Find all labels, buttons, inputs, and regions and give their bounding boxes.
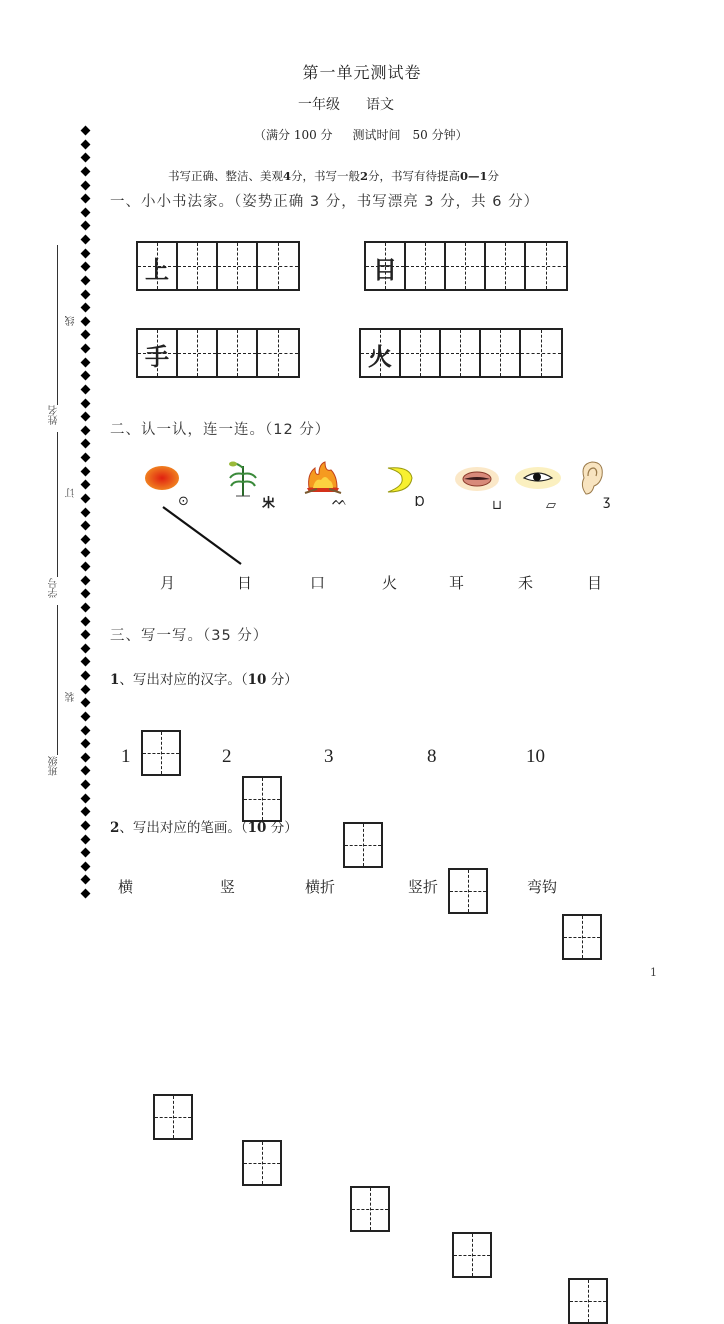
diamond-icon <box>80 820 90 830</box>
grid-cell[interactable] <box>521 330 561 376</box>
student-id-line <box>57 432 58 577</box>
diamond-icon <box>80 330 90 340</box>
stroke-label: 弯钩 <box>527 878 558 896</box>
grid-cell[interactable] <box>401 330 441 376</box>
section3-heading: 三、写一写。（35 分） <box>110 628 269 644</box>
diamond-icon <box>80 657 90 667</box>
oracle-glyph-fire: ᨓ <box>332 494 348 509</box>
model-char: 上 <box>145 255 169 284</box>
diamond-icon <box>80 507 90 517</box>
number-label: 10 <box>526 746 545 767</box>
diamond-icon <box>80 384 90 394</box>
diamond-icon <box>80 752 90 762</box>
section1-heading: 一、小小书法家。（姿势正确 3 分，书写漂亮 3 分，共 6 分） <box>110 194 540 210</box>
answer-box[interactable] <box>350 1186 390 1232</box>
q1-heading <box>110 668 298 688</box>
oracle-glyph-moon: Ɒ <box>415 495 426 510</box>
diamond-icon <box>80 398 90 408</box>
note-text: 分，书写一般 <box>291 169 361 183</box>
diamond-icon <box>80 371 90 381</box>
oracle-glyph-eye: ▱ <box>546 498 556 513</box>
diamond-icon <box>80 439 90 449</box>
fire-icon <box>303 460 343 494</box>
mouth-icon <box>454 466 500 492</box>
q2-tail: 分） <box>266 820 298 836</box>
diamond-icon <box>80 534 90 544</box>
handwriting-note <box>168 168 499 184</box>
diamond-icon <box>80 480 90 490</box>
diamond-icon <box>80 807 90 817</box>
diamond-icon <box>80 848 90 858</box>
writing-strip-shou[interactable] <box>136 328 300 378</box>
writing-strip-huo[interactable] <box>359 328 563 378</box>
diamond-icon <box>80 725 90 735</box>
class-label: 班级 <box>49 756 60 776</box>
diamond-icon <box>80 616 90 626</box>
answer-yue[interactable]: 月 <box>160 574 176 592</box>
oracle-glyph-mouth: ⊔ <box>492 498 503 513</box>
grid-cell[interactable] <box>361 330 401 376</box>
diamond-icon <box>80 780 90 790</box>
grade-subject <box>298 94 420 114</box>
diamond-icon <box>80 602 90 612</box>
diamond-icon <box>80 493 90 503</box>
test-time: 测试时间 50 分钟） <box>352 128 468 142</box>
diamond-icon <box>80 357 90 367</box>
oracle-glyph-sun: ⊙ <box>178 494 189 509</box>
diamond-icon <box>80 166 90 176</box>
grid-cell[interactable] <box>526 243 566 289</box>
binding-diamond-column <box>78 127 92 897</box>
answer-box[interactable] <box>568 1278 608 1324</box>
diamond-icon <box>80 671 90 681</box>
stroke-label: 竖折 <box>408 878 439 896</box>
grid-cell[interactable] <box>486 243 526 289</box>
stroke-label: 竖 <box>220 878 236 896</box>
answer-box[interactable] <box>452 1232 492 1278</box>
diamond-icon <box>80 793 90 803</box>
q2-number: 2 <box>110 820 120 836</box>
page-number: 1 <box>650 966 657 979</box>
diamond-icon <box>80 248 90 258</box>
q1-number: 1 <box>110 672 120 688</box>
diamond-icon <box>80 126 90 136</box>
diamond-icon <box>80 589 90 599</box>
grid-cell[interactable] <box>446 243 486 289</box>
number-label: 3 <box>324 746 334 767</box>
grain-plant-icon <box>226 460 260 498</box>
note-score: 0—1 <box>460 169 488 183</box>
writing-strip-mu[interactable] <box>364 241 568 291</box>
diamond-icon <box>80 834 90 844</box>
grid-cell[interactable] <box>366 243 406 289</box>
diamond-icon <box>80 262 90 272</box>
diamond-icon <box>80 889 90 899</box>
student-id-label[interactable]: 学号 <box>49 578 60 598</box>
grid-cell[interactable] <box>481 330 521 376</box>
grid-cell[interactable] <box>178 243 218 289</box>
q1-text: 、写出对应的汉字。（ <box>119 672 248 688</box>
class-line <box>57 605 58 755</box>
grid-cell[interactable] <box>218 243 258 289</box>
writing-strip-shang[interactable] <box>136 241 300 291</box>
full-score: （满分 100 分 <box>254 128 333 142</box>
diamond-icon <box>80 575 90 585</box>
answer-box[interactable] <box>242 1140 282 1186</box>
grid-cell[interactable] <box>178 330 218 376</box>
moon-icon <box>384 464 414 494</box>
binding-char-line: 线 <box>66 316 77 326</box>
grid-cell[interactable] <box>138 243 178 289</box>
oracle-glyph-grain: 𣎵 <box>262 496 276 511</box>
diamond-icon <box>80 562 90 572</box>
diamond-icon <box>80 316 90 326</box>
section2-heading: 二、认一认，连一连。（12 分） <box>110 422 331 438</box>
answer-box[interactable] <box>448 868 488 914</box>
ear-icon <box>578 460 604 496</box>
subject-label: 语文 <box>366 97 394 113</box>
note-text: 分，书写有待提高 <box>368 169 461 183</box>
grid-cell[interactable] <box>441 330 481 376</box>
diamond-icon <box>80 643 90 653</box>
diamond-icon <box>80 684 90 694</box>
grid-cell[interactable] <box>218 330 258 376</box>
number-label: 2 <box>222 746 232 767</box>
page-title: 第一单元测试卷 <box>302 63 422 82</box>
sun-icon <box>143 464 181 492</box>
diamond-icon <box>80 466 90 476</box>
diamond-icon <box>80 235 90 245</box>
oracle-glyph-ear: ʒ <box>603 494 611 509</box>
note-text: 书写正确、整洁、美观 <box>168 169 283 183</box>
answer-er[interactable]: 耳 <box>449 574 465 592</box>
answer-huo[interactable]: 火 <box>382 574 398 592</box>
diamond-icon <box>80 766 90 776</box>
q1-tail: 分） <box>266 672 298 688</box>
diamond-icon <box>80 425 90 435</box>
diamond-icon <box>80 139 90 149</box>
grid-cell[interactable] <box>138 330 178 376</box>
name-line <box>57 245 58 405</box>
grid-cell[interactable] <box>258 243 298 289</box>
note-score: 4 <box>283 169 292 183</box>
diamond-icon <box>80 861 90 871</box>
diamond-icon <box>80 303 90 313</box>
number-label: 1 <box>121 746 131 767</box>
diamond-icon <box>80 711 90 721</box>
model-char: 火 <box>368 342 392 371</box>
answer-box[interactable] <box>562 914 602 960</box>
note-score: 2 <box>360 169 369 183</box>
answer-box[interactable] <box>343 822 383 868</box>
note-text: 分 <box>487 169 500 183</box>
diamond-icon <box>80 412 90 422</box>
diamond-icon <box>80 207 90 217</box>
diamond-icon <box>80 875 90 885</box>
diamond-icon <box>80 698 90 708</box>
grade-label: 一年级 <box>298 97 340 113</box>
number-label: 8 <box>427 746 437 767</box>
exam-meta <box>254 126 488 143</box>
binding-char-install: 装 <box>66 692 77 702</box>
diamond-icon <box>80 180 90 190</box>
diamond-icon <box>80 221 90 231</box>
example-connecting-line <box>160 504 246 568</box>
diamond-icon <box>80 630 90 640</box>
diamond-icon <box>80 194 90 204</box>
binding-char-order: 订 <box>66 488 77 498</box>
eye-icon <box>514 466 562 490</box>
answer-kou[interactable]: 口 <box>310 574 326 592</box>
diamond-icon <box>80 739 90 749</box>
q2-heading <box>110 816 298 836</box>
answer-box[interactable] <box>141 730 181 776</box>
answer-box[interactable] <box>153 1094 193 1140</box>
q2-text: 、写出对应的笔画。（ <box>119 820 248 836</box>
grid-cell[interactable] <box>258 330 298 376</box>
answer-mu[interactable]: 目 <box>587 574 603 592</box>
stroke-label: 横折 <box>305 878 336 896</box>
stroke-label: 横 <box>118 878 134 896</box>
diamond-icon <box>80 344 90 354</box>
diamond-icon <box>80 275 90 285</box>
diamond-icon <box>80 289 90 299</box>
grid-cell[interactable] <box>406 243 446 289</box>
model-char: 手 <box>145 342 169 371</box>
diamond-icon <box>80 453 90 463</box>
answer-he[interactable]: 禾 <box>518 574 534 592</box>
q2-score: 10 <box>247 820 267 836</box>
diamond-icon <box>80 548 90 558</box>
diamond-icon <box>80 153 90 163</box>
answer-ri[interactable]: 日 <box>237 574 253 592</box>
diamond-icon <box>80 521 90 531</box>
q1-score: 10 <box>247 672 267 688</box>
name-label[interactable]: 姓名 <box>49 405 60 425</box>
model-char: 目 <box>373 255 397 284</box>
